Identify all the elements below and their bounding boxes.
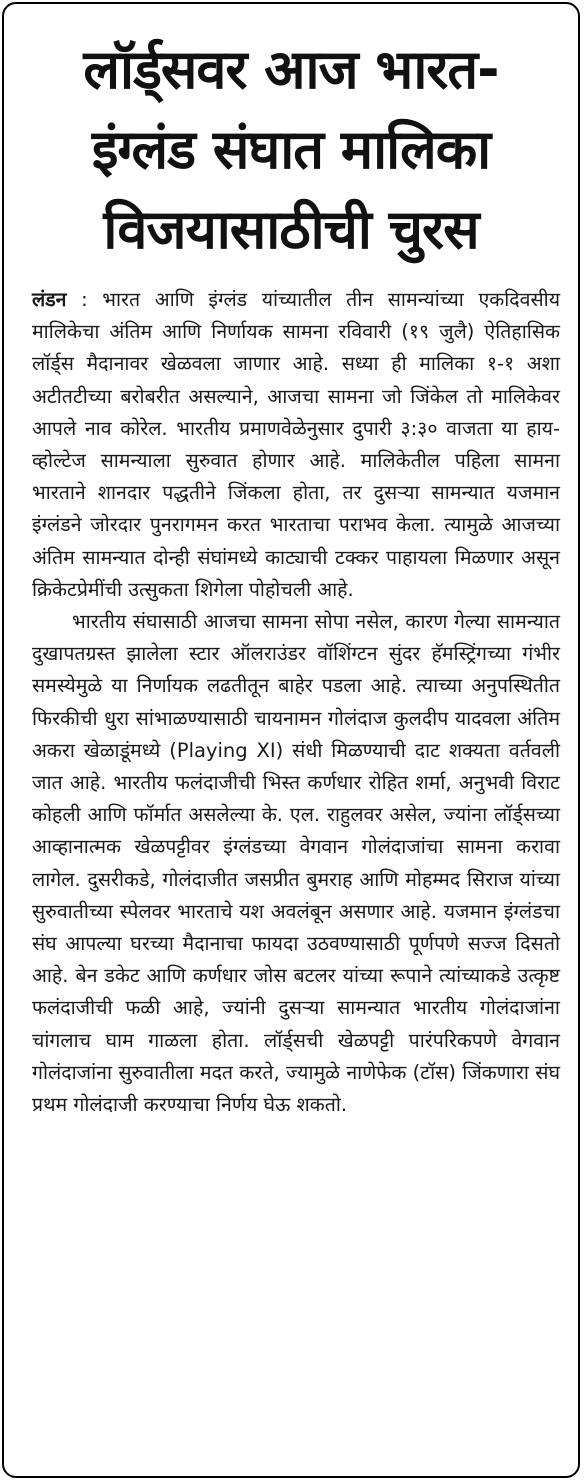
article-frame bbox=[2, 2, 580, 1478]
paragraph-2: भारतीय संघासाठी आजचा सामना सोपा नसेल, कारण गेल्या सामन्यात दुखापतग्रस्त झालेला स्टार ऑलराउंडर वॉशिंग्टन सुंदर हॅमस्ट्रिंगच्या गंभीर समस्येमुळे या निर्णायक लढतीतून बाहेर पडला आहे. त्याच्या अनुपस्थितीत फिरकीची धुरा सांभाळण्यासाठी चायनामन गोलंदाज कुलदीप यादवला अंतिम अकरा खेळाडूंमध्ये (Playing XI) संधी मिळण्याची दाट शक्यता वर्तवली जात आहे. भारतीय फलंदाजीची भिस्त कर्णधार रोहित शर्मा, अनुभवी विराट कोहली आणि फॉर्मात असलेल्या के. एल. राहुलवर असेल, ज्यांना लॉर्ड्सच्या आव्हानात्मक खेळपट्टीवर इंग्लंडच्या वेगवान गोलंदाजांचा सामना करावा लागेल. दुसरीकडे, गोलंदाजीत जसप्रीत बुमराह आणि मोहम्मद सिराज यांच्या सुरुवातीच्या स्पेलवर भारताचे यश अवलंबून असणार आहे. यजमान इंग्लंडचा संघ आपल्या घरच्या मैदानाचा फायदा उठवण्यासाठी पूर्णपणे सज्ज दिसतो आहे. बेन डकेट आणि कर्णधार जोस बटलर यांच्या रूपाने त्यांच्याकडे उत्कृष्ट फलंदाजीची फळी आहे, ज्यांनी दुसऱ्या सामन्यात भारतीय गोलंदाजांना चांगलाच घाम गाळला होता. लॉर्ड्सची खेळपट्टी पारंपरिकपणे वेगवान गोलंदाजांना सुरुवातीला मदत करते, ज्यामुळे नाणेफेक (टॉस) जिंकणारा संघ प्रथम गोलंदाजी करण्याचा निर्णय घेऊ शकतो. bbox=[32, 610, 560, 1117]
headline-line-1: लॉर्ड्सवर आज भारत- bbox=[83, 38, 499, 101]
headline bbox=[18, 30, 564, 270]
dateline: लंडन bbox=[32, 288, 67, 311]
headline-line-3: विजयासाठीची चुरस bbox=[103, 198, 479, 261]
paragraph-1-text: : भारत आणि इंग्लंड यांच्यातील तीन सामन्यांच्या एकदिवसीय मालिकेचा अंतिम आणि निर्णायक सामना रविवारी (१९ जुलै) ऐतिहासिक लॉर्ड्स मैदानावर खेळवला जाणार आहे. सध्या ही मालिका १-१ अशा अटीतटीच्या बरोबरीत असल्याने, आजचा सामना जो जिंकेल तो मालिकेवर आपले नाव कोरेल. भारतीय प्रमाणवेळेनुसार दुपारी ३:३० वाजता या हाय-व्होल्टेज सामन्याला सुरुवात होणार आहे. मालिकेतील पहिला सामना भारताने शानदार पद्धतीने जिंकला होता, तर दुसऱ्या सामन्यात यजमान इंग्लंडने जोरदार पुनरागमन करत भारताचा पराभव केला. त्यामुळे आजच्या अंतिम सामन्यात दोन्ही संघांमध्ये काट्याची टक्कर पाहायला मिळणार असून क्रिकेटप्रेमींची उत्सुकता शिगेला पोहोचली आहे. bbox=[32, 288, 560, 601]
article-body bbox=[4, 270, 578, 1121]
headline-line-2: इंग्लंड संघात मालिका bbox=[91, 118, 491, 181]
paragraph-1 bbox=[32, 284, 560, 606]
